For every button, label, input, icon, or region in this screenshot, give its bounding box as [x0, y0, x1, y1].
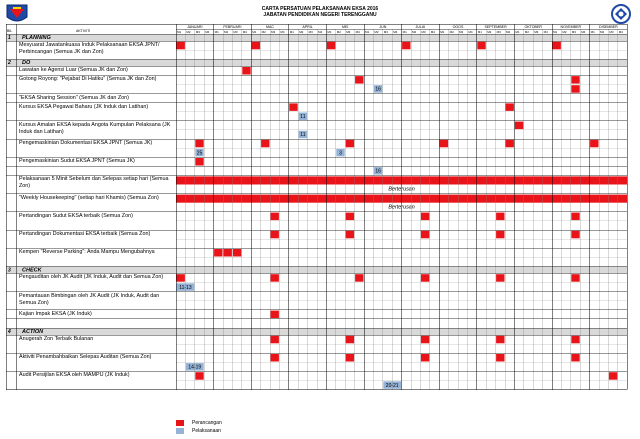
- week-header: M2: [224, 30, 229, 34]
- exec-marker-label: 11-13: [179, 284, 192, 291]
- plan-marker: [346, 336, 354, 344]
- week-header: M3: [534, 30, 539, 34]
- week-header: M2: [412, 30, 417, 34]
- week-header: M4: [543, 30, 548, 34]
- week-header: M4: [468, 30, 473, 34]
- plan-marker: [571, 231, 579, 239]
- week-header: M4: [355, 30, 360, 34]
- week-header: M4: [430, 30, 435, 34]
- month-header: JANUARI: [187, 25, 203, 29]
- plan-marker: [195, 158, 203, 166]
- week-header: M4: [242, 30, 247, 34]
- week-header: M3: [421, 30, 426, 34]
- month-header: OKTOBER: [524, 25, 542, 29]
- plan-marker: [346, 140, 354, 148]
- month-header: JUN: [379, 25, 387, 29]
- week-header: M4: [280, 30, 285, 34]
- section-number: 3: [8, 267, 11, 274]
- activity-label: Pelaksanaan 5 Minit Sebelum dan Selepas setiap hari (Semua Zon): [19, 176, 169, 190]
- continuous-bar-label: Berterusan: [388, 186, 415, 193]
- plan-marker: [346, 213, 354, 221]
- activity-label-box: [19, 311, 174, 319]
- activity-label: Kursus Amalan EKSA kepada Angota Kumpulan Pelaksana (JK Induk dan Latihan): [19, 121, 171, 135]
- chart-subtitle: JABATAN PENDIDIKAN NEGERI TERENGGANU: [263, 12, 377, 18]
- week-header: M4: [506, 30, 511, 34]
- activity-label-box: [19, 213, 174, 230]
- week-header: M3: [233, 30, 238, 34]
- plan-marker: [571, 85, 579, 93]
- plan-marker: [289, 103, 297, 111]
- exec-marker-label: 16: [375, 86, 381, 93]
- plan-marker: [233, 249, 241, 257]
- week-header: M3: [459, 30, 464, 34]
- week-header: M2: [487, 30, 492, 34]
- week-header: M1: [177, 30, 182, 34]
- plan-marker: [421, 231, 429, 239]
- week-header: M2: [299, 30, 304, 34]
- col-bil-header: BIL: [7, 29, 13, 33]
- activity-label: "Weekly Housekeeping" (setiap hari Khamis) (Semua Zon): [19, 194, 159, 201]
- legend-red-label: Perancangan: [192, 420, 222, 426]
- exec-marker-label: 20-21: [385, 382, 399, 389]
- plan-marker: [271, 231, 279, 239]
- legend-blue-swatch: [176, 428, 184, 434]
- week-header: M1: [252, 30, 257, 34]
- chart-title: CARTA PERSATUAN PELAKSANAAN EKSA 2016: [261, 6, 379, 12]
- activity-label: Aktiviti Penambahbaikan Selepas Auditan (Semua Zon): [19, 354, 152, 361]
- plan-marker: [346, 354, 354, 362]
- week-header: M2: [600, 30, 605, 34]
- activity-label-box: [19, 67, 174, 75]
- week-header: M1: [590, 30, 595, 34]
- plan-marker: [271, 354, 279, 362]
- exec-marker-label: 16: [375, 168, 381, 175]
- plan-marker: [421, 336, 429, 344]
- section-number: 4: [8, 329, 11, 335]
- plan-marker: [609, 372, 617, 380]
- section-band: [6, 34, 627, 41]
- plan-marker: [496, 354, 504, 362]
- activity-label-box: [19, 195, 174, 212]
- month-header: MAC: [266, 25, 274, 29]
- week-header: M2: [524, 30, 529, 34]
- plan-marker: [496, 336, 504, 344]
- section-number: 2: [8, 60, 11, 67]
- month-header: OGOS: [452, 25, 464, 29]
- week-header: M1: [214, 30, 219, 34]
- plan-marker: [402, 42, 410, 50]
- activity-label-box: [19, 249, 174, 266]
- week-header: M3: [609, 30, 614, 34]
- activity-label: Pengauditan oleh JK Audit (JK Induk, Audit dan Semua Zon): [19, 274, 164, 281]
- exec-marker-label: 25: [196, 150, 203, 157]
- activity-label-box: [19, 76, 174, 93]
- week-header: M3: [195, 30, 200, 34]
- week-header: M1: [477, 30, 482, 34]
- week-header: M2: [449, 30, 454, 34]
- exec-marker-label: 11: [300, 114, 306, 120]
- plan-marker: [271, 311, 279, 319]
- eksa-logo: [608, 3, 634, 25]
- activity-label: Anugerah Zon Terbaik Bulanan: [19, 336, 94, 342]
- activity-label-box: [19, 104, 174, 121]
- week-header: M3: [271, 30, 276, 34]
- month-header: NOVEMBER: [560, 25, 582, 29]
- plan-marker: [477, 42, 485, 50]
- plan-marker: [590, 140, 598, 148]
- exec-marker-label: 11: [300, 132, 306, 139]
- section-band: [6, 266, 627, 273]
- plan-marker: [177, 42, 185, 50]
- activity-label: Pengemaskinian Dokumentasi EKSA JPNT (Semua JK): [19, 140, 153, 146]
- plan-marker: [571, 213, 579, 221]
- activity-label: Kajian Impak EKSA (JK Induk): [19, 310, 92, 317]
- plan-marker: [571, 354, 579, 362]
- month-header: DISEMBER: [599, 25, 618, 29]
- activity-label-box: [19, 95, 174, 103]
- activity-label: Gotong Royong: "Pejabat Di Hatiku" (Semua JK dan Zon): [19, 76, 157, 83]
- gantt-grid: [6, 24, 636, 391]
- plan-marker: [346, 231, 354, 239]
- plan-marker: [261, 140, 269, 148]
- week-header: M3: [308, 30, 313, 34]
- plan-marker: [515, 122, 523, 130]
- week-header: M2: [562, 30, 567, 34]
- plan-marker: [506, 140, 514, 148]
- week-header: M3: [383, 30, 388, 34]
- section-label: ACTION: [22, 329, 44, 335]
- activity-label: Audit Persijilan EKSA oleh MAMPU (JK Induk): [19, 372, 130, 379]
- activity-label-box: [19, 293, 174, 310]
- activity-label: Lawatan ke Agensi Luar (Semua JK dan Zon): [19, 67, 128, 74]
- week-header: M2: [374, 30, 379, 34]
- activity-label-box: [19, 231, 174, 248]
- continuous-bar-label: Berterusan: [388, 204, 415, 211]
- week-header: M1: [289, 30, 294, 34]
- section-label: PLANNING: [22, 35, 51, 41]
- plan-marker: [571, 76, 579, 84]
- week-header: M1: [402, 30, 407, 34]
- activity-label: Mesyuarat Jawatankuasa Induk Pelaksanaan EKSA JPNT/ Perbincangan (Semua JK dan Zon): [19, 42, 160, 55]
- plan-marker: [195, 140, 203, 148]
- col-aktiviti-header: AKTIVITI: [76, 29, 91, 33]
- plan-marker: [571, 274, 579, 282]
- plan-marker: [355, 76, 363, 84]
- activity-label: Pertandingan Dokumentasi EKSA terbaik (Semua Zon): [19, 231, 151, 237]
- exec-marker-label: 14-19: [188, 364, 202, 371]
- plan-marker: [224, 249, 232, 257]
- plan-marker: [214, 249, 222, 257]
- activity-label: Pemantauan Bimbingan oleh JK Audit (JK Induk, Audit dan Semua Zon): [19, 292, 160, 306]
- plan-marker: [271, 336, 279, 344]
- plan-marker: [252, 42, 260, 50]
- week-header: M1: [365, 30, 370, 34]
- section-label: CHECK: [22, 267, 42, 274]
- plan-marker: [195, 372, 203, 380]
- month-header: SEPTEMBER: [484, 25, 507, 29]
- week-header: M4: [618, 30, 623, 34]
- activity-label-box: [19, 336, 174, 353]
- activity-label-box: [19, 122, 174, 139]
- plan-marker: [327, 42, 335, 50]
- legend-blue-label: Pelaksanaan: [192, 428, 221, 434]
- plan-marker: [271, 274, 279, 282]
- plan-marker: [496, 274, 504, 282]
- plan-marker: [496, 231, 504, 239]
- week-header: M2: [261, 30, 266, 34]
- activity-label-box: [19, 42, 174, 59]
- section-band: [6, 328, 627, 335]
- activity-label-box: [19, 354, 174, 371]
- month-header: FEBRUARI: [223, 25, 242, 29]
- activity-label-box: [19, 274, 174, 291]
- plan-marker: [496, 213, 504, 221]
- week-header: M1: [440, 30, 445, 34]
- activity-label: "EKSA Sharing Session" (Semua JK dan Zon): [19, 94, 129, 101]
- section-number: 1: [8, 35, 11, 41]
- week-header: M4: [393, 30, 398, 34]
- week-header: M4: [581, 30, 586, 34]
- plan-marker: [177, 274, 185, 282]
- week-header: M2: [336, 30, 341, 34]
- plan-marker: [242, 67, 250, 75]
- activity-label: Pengemaskinian Sudut EKSA JPNT (Semua JK): [19, 158, 135, 165]
- plan-marker: [571, 336, 579, 344]
- plan-marker: [421, 354, 429, 362]
- activity-label: Kempen "Reverse Parking": Anda Mampu Mengubahnya: [19, 249, 155, 256]
- week-header: M2: [186, 30, 191, 34]
- week-header: M4: [205, 30, 210, 34]
- week-header: M3: [496, 30, 501, 34]
- month-header: JULAI: [415, 25, 426, 29]
- week-header: M3: [571, 30, 576, 34]
- week-header: M3: [346, 30, 351, 34]
- month-header: MEI: [342, 25, 349, 29]
- plan-marker: [421, 274, 429, 282]
- jpnt-logo: [4, 3, 30, 25]
- exec-marker-label: 3: [339, 150, 342, 157]
- week-header: M1: [553, 30, 558, 34]
- week-header: M1: [327, 30, 332, 34]
- plan-marker: [355, 274, 363, 282]
- activity-label-box: [19, 176, 174, 193]
- section-label: DO: [22, 60, 31, 67]
- week-header: M1: [515, 30, 520, 34]
- month-header: APRIL: [302, 25, 313, 29]
- activity-label: Pertandingan Sudut EKSA terbaik (Semua Zon): [19, 212, 133, 219]
- week-header: M4: [318, 30, 323, 34]
- section-band: [6, 59, 627, 66]
- activity-label-box: [19, 158, 174, 166]
- activity-label-box: [19, 372, 174, 389]
- activity-label: Kursus EKSA Pegawai Baharu (JK Induk dan Latihan): [19, 103, 149, 110]
- legend-red-swatch: [176, 420, 184, 426]
- plan-marker: [421, 213, 429, 221]
- plan-marker: [506, 103, 514, 111]
- activity-label-box: [19, 140, 174, 157]
- plan-marker: [271, 213, 279, 221]
- plan-marker: [553, 42, 561, 50]
- plan-marker: [440, 140, 448, 148]
